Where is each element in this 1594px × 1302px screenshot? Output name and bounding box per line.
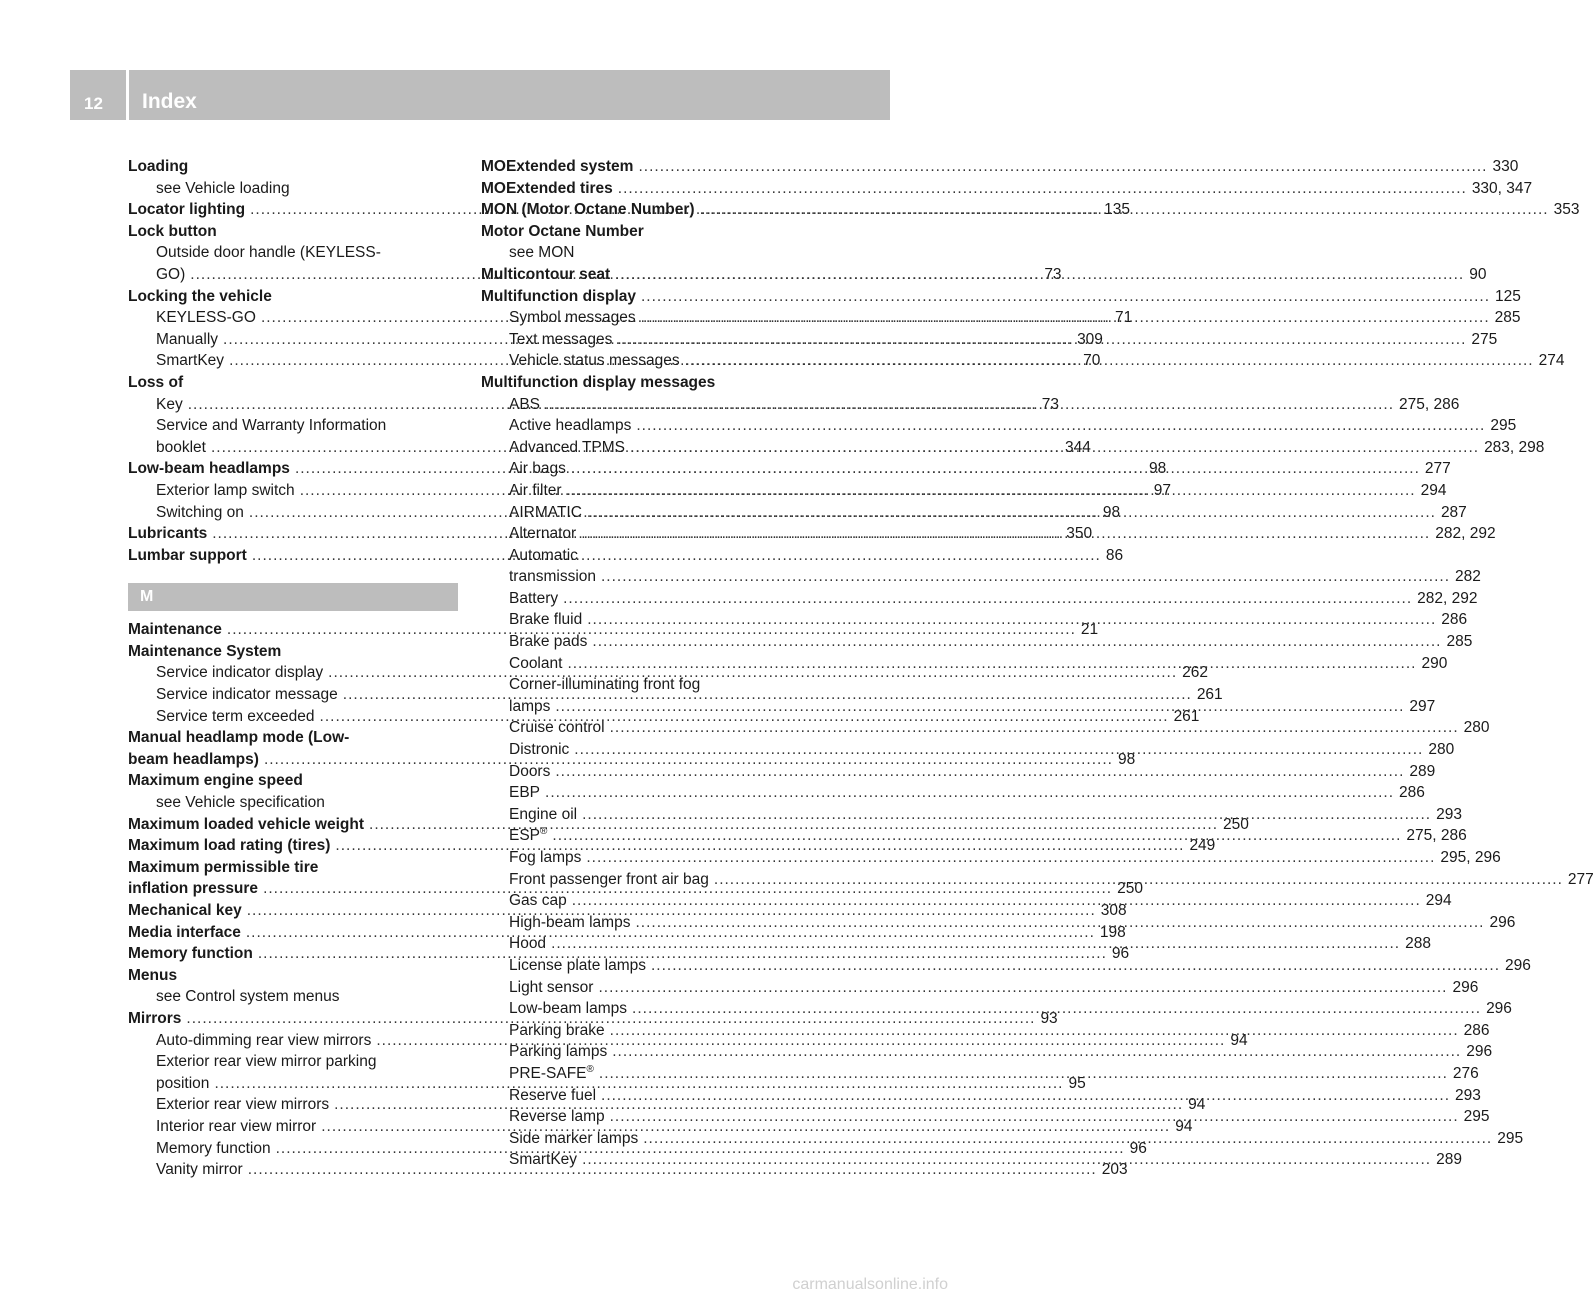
entry-term: see Control system menus [156, 988, 340, 1006]
dot-leader [555, 696, 1404, 718]
entry-term: Fog lamps [509, 849, 582, 866]
index-subentry [481, 631, 1473, 653]
entry-term: Engine oil [509, 805, 578, 823]
page-ref: 282, 292 [1417, 589, 1478, 607]
entry-term: Side marker lamps [509, 1129, 639, 1147]
page-ref: 250 [1223, 815, 1249, 833]
entry-term: KEYLESS-GO [156, 309, 256, 327]
entry-term: Advanced TPMS [509, 438, 626, 456]
entry-term: MON (Motor Octane Number) [481, 201, 695, 219]
page-ref: 274 [1538, 352, 1565, 370]
entry-term: Multifunction display messages [481, 373, 716, 391]
page-ref: 296 [1486, 1000, 1512, 1018]
page-ref: 97 [1153, 481, 1171, 499]
entry-term: Auto-dimming rear view mirrors [156, 1031, 372, 1049]
entry-term: Maintenance [128, 621, 222, 639]
entry-term: beam headlamps) [128, 750, 259, 768]
dot-leader [651, 955, 1500, 977]
entry-term: Text messages [509, 330, 613, 348]
index-subentry [481, 717, 1490, 739]
page-ref: 96 [1111, 945, 1130, 963]
entry-term: Brake fluid [509, 611, 583, 629]
page-ref: 293 [1436, 805, 1462, 823]
page-ref: 275, 286 [1406, 827, 1467, 845]
entry-term: see Vehicle specification [156, 794, 325, 812]
dot-leader [572, 890, 1421, 912]
entry-term: inflation pressure [128, 880, 259, 898]
dot-leader [587, 609, 1436, 631]
dot-leader [545, 782, 1394, 804]
entry-term: EBP [509, 784, 541, 802]
page-ref: 203 [1101, 1161, 1128, 1179]
dot-leader [592, 631, 1441, 653]
entry-term: Vehicle status messages [509, 352, 680, 370]
page-ref: 286 [1463, 1021, 1490, 1039]
index-subentry [481, 545, 811, 567]
page-ref: 294 [1425, 892, 1452, 910]
index-subentry [481, 242, 811, 264]
dot-leader [617, 329, 1466, 351]
index-subentry [481, 674, 811, 696]
registered-mark: ® [586, 1063, 594, 1075]
index-subentry [481, 415, 1517, 437]
entry-term: Distronic [509, 741, 570, 759]
entry-term: Low-beam headlamps [128, 460, 290, 478]
index-entry [481, 156, 1519, 178]
entry-term: Loading [128, 158, 189, 175]
page-ref: 353 [1553, 201, 1580, 219]
entry-term: Reverse lamp [509, 1108, 605, 1126]
dot-leader [641, 286, 1490, 308]
page-ref: 290 [1421, 654, 1448, 672]
entry-term: GO) [156, 265, 186, 283]
dot-leader [641, 307, 1490, 329]
index-subentry [481, 588, 1478, 610]
index-subentry [481, 847, 1501, 869]
entry-term: Maximum permissible tire [128, 858, 319, 876]
entry-term: Maximum load rating (tires) [128, 837, 331, 855]
entry-term: Gas cap [509, 892, 567, 910]
dot-leader [552, 825, 1401, 847]
page-ref: 287 [1440, 503, 1467, 521]
index-entry [128, 221, 458, 243]
entry-term: Exterior rear view mirrors [156, 1096, 330, 1114]
dot-leader [601, 566, 1450, 588]
entry-term: Front passenger front air bag [509, 870, 709, 888]
index-entry [481, 372, 811, 394]
dot-leader [574, 739, 1423, 761]
index-entry [128, 727, 458, 749]
entry-term: Service and Warranty Information [156, 417, 387, 435]
index-subentry [128, 242, 458, 264]
page-header [70, 70, 890, 120]
entry-term: PRE-SAFE® [509, 1063, 594, 1082]
entry-term: Loss of [128, 373, 184, 391]
dot-leader [630, 437, 1479, 459]
entry-term: Alternator [509, 525, 577, 543]
entry-term: Service indicator display [156, 664, 324, 682]
page-ref: 261 [1196, 686, 1223, 704]
index-entry [481, 178, 1533, 200]
page-ref: 282, 292 [1435, 525, 1496, 543]
entry-term: Maximum engine speed [128, 772, 303, 790]
page-ref: 73 [1044, 265, 1062, 283]
page-ref: 296 [1452, 978, 1479, 996]
page-ref: 94 [1230, 1031, 1248, 1049]
page-ref: 98 [1148, 460, 1167, 478]
page-ref: 96 [1129, 1139, 1147, 1157]
entry-term: MOExtended tires [481, 179, 613, 197]
page-ref: 250 [1117, 880, 1143, 898]
entry-term: Exterior lamp switch [156, 481, 295, 499]
page-ref: 94 [1175, 1117, 1193, 1135]
index-subentry [481, 761, 1436, 783]
page-ref: 73 [1041, 395, 1059, 413]
page-ref: 93 [1040, 1009, 1058, 1027]
entry-term: Brake pads [509, 633, 588, 651]
index-entry [128, 641, 458, 663]
index-entry [481, 286, 1521, 308]
entry-term: transmission [509, 568, 596, 586]
entry-term: SmartKey [156, 352, 225, 370]
page-ref: 295, 296 [1440, 849, 1501, 866]
dot-leader [581, 523, 1430, 545]
page-ref: 249 [1189, 837, 1216, 855]
entry-term: see Vehicle loading [156, 179, 290, 197]
entry-term: Manually [156, 330, 219, 348]
entry-term: Parking brake [509, 1021, 605, 1039]
dot-leader [582, 804, 1431, 826]
page-ref: 125 [1495, 287, 1521, 305]
entry-term: Light sensor [509, 978, 594, 996]
entry-term: Mirrors [128, 1009, 182, 1027]
entry-term: lamps [509, 697, 551, 715]
entry-term: Coolant [509, 654, 563, 672]
page-ref: 275 [1471, 330, 1498, 348]
page-ref: 295 [1490, 417, 1517, 435]
page-ref: 296 [1466, 1043, 1493, 1061]
dot-leader [615, 264, 1464, 286]
page-ref: 330 [1492, 158, 1519, 175]
index-subentry [481, 1041, 1493, 1063]
entry-term: Memory function [156, 1139, 271, 1157]
entry-term: Outside door handle (KEYLESS- [156, 244, 381, 262]
section-header-m: M [128, 583, 458, 611]
page-ref: 344 [1065, 438, 1091, 456]
page-ref: 296 [1505, 956, 1531, 974]
entry-term: Manual headlamp mode (Low- [128, 729, 350, 747]
index-entry [128, 770, 458, 792]
dot-leader [714, 869, 1563, 891]
dot-leader [571, 458, 1420, 480]
dot-leader [587, 502, 1436, 524]
page-ref: 70 [1083, 352, 1101, 370]
entry-term: see MON [509, 244, 575, 262]
index-entry [128, 857, 458, 879]
entry-term: Lubricants [128, 525, 208, 543]
page-ref: 293 [1455, 1086, 1481, 1104]
entry-term: Interior rear view mirror [156, 1117, 317, 1135]
page-ref: 95 [1068, 1074, 1086, 1092]
entry-term: Menus [128, 966, 178, 984]
entry-term: Exterior rear view mirror parking [156, 1053, 377, 1071]
page-ref: 276 [1452, 1064, 1479, 1082]
dot-leader [598, 977, 1447, 999]
entry-term: Memory function [128, 945, 253, 963]
entry-term: Active headlamps [509, 417, 632, 435]
page-ref: 350 [1066, 525, 1093, 543]
entry-term: Maximum loaded vehicle weight [128, 815, 365, 833]
dot-leader [636, 415, 1485, 437]
index-subentry [128, 792, 458, 814]
entry-term: AIRMATIC [509, 503, 582, 521]
entry-term: Key [156, 395, 183, 413]
entry-term: Multicontour seat [481, 265, 611, 283]
registered-mark: ® [540, 826, 548, 838]
page-ref: 296 [1489, 913, 1516, 931]
entry-term: Lumbar support [128, 546, 247, 564]
page-ref: 262 [1182, 664, 1209, 682]
page-ref: 277 [1424, 460, 1451, 478]
page-ref: 285 [1446, 633, 1473, 651]
entry-term: Parking lamps [509, 1043, 608, 1061]
index-entry [481, 221, 811, 243]
dot-leader [635, 912, 1484, 934]
entry-term: Corner-illuminating front fog [509, 676, 701, 694]
entry-term: Lock button [128, 222, 217, 240]
page-ref: 135 [1104, 201, 1131, 219]
dot-leader [610, 1106, 1459, 1128]
index-subentry [128, 415, 458, 437]
entry-term: Automatic [509, 546, 578, 564]
entry-term: ESP® [509, 826, 548, 845]
entry-term: Service term exceeded [156, 707, 315, 725]
entry-term: Switching on [156, 503, 244, 521]
page-ref: 295 [1497, 1129, 1524, 1147]
dot-leader [545, 394, 1394, 416]
entry-term: SmartKey [509, 1151, 578, 1169]
dot-leader [599, 1063, 1448, 1085]
entry-term: High-beam lamps [509, 913, 631, 931]
index-entry [128, 965, 458, 987]
entry-term: Low-beam lamps [509, 1000, 628, 1018]
index-entry [128, 372, 458, 394]
header-divider [126, 70, 129, 120]
entry-term: Locking the vehicle [128, 287, 272, 305]
page-ref: 261 [1173, 707, 1200, 725]
entry-term: License plate lamps [509, 956, 646, 974]
page-ref: 286 [1399, 784, 1425, 802]
dot-leader [582, 1149, 1431, 1171]
page-ref: 280 [1428, 741, 1455, 759]
index-entry [128, 156, 458, 178]
page-ref: 285 [1494, 309, 1521, 327]
dot-leader [618, 178, 1467, 200]
index-entry [128, 286, 458, 308]
page-ref: 277 [1567, 870, 1594, 888]
page-ref: 283, 298 [1484, 438, 1545, 456]
page-ref: 286 [1441, 611, 1468, 629]
index-subentry [128, 986, 458, 1008]
page-ref: 21 [1080, 621, 1099, 639]
page-title: Index [142, 90, 197, 113]
page-ref: 289 [1409, 762, 1436, 780]
page-ref: 309 [1077, 330, 1103, 348]
dot-leader [567, 480, 1416, 502]
entry-term: Symbol messages [509, 309, 636, 327]
dot-leader [610, 1020, 1459, 1042]
page-ref: 288 [1405, 935, 1431, 953]
entry-term: position [156, 1074, 210, 1092]
page-ref: 86 [1105, 546, 1124, 564]
dot-leader [612, 1041, 1461, 1063]
dot-leader [567, 653, 1416, 675]
page-ref: 71 [1114, 309, 1133, 327]
dot-leader [586, 847, 1435, 869]
dot-leader [700, 199, 1549, 221]
page-ref: 289 [1436, 1151, 1462, 1169]
page-ref: 90 [1469, 265, 1487, 283]
entry-term: Vanity mirror [156, 1161, 243, 1179]
page-ref: 94 [1188, 1096, 1206, 1114]
entry-term: Air bags [509, 460, 566, 478]
index-subentry [481, 782, 1425, 804]
entry-term: Hood [509, 935, 547, 953]
entry-term: Mechanical key [128, 902, 242, 919]
dot-leader [685, 350, 1534, 372]
dot-leader [563, 588, 1412, 610]
page-ref: 330, 347 [1471, 179, 1533, 197]
dot-leader [610, 717, 1459, 739]
page-ref: 295 [1463, 1108, 1490, 1126]
dot-leader [638, 156, 1487, 178]
page-ref: 275, 286 [1399, 395, 1460, 413]
entry-term: Motor Octane Number [481, 222, 644, 240]
entry-term: Media interface [128, 923, 241, 941]
page-ref: 294 [1420, 481, 1447, 499]
entry-term: Doors [509, 762, 551, 780]
entry-term: ABS [509, 395, 541, 413]
index-subentry [481, 977, 1479, 999]
index-subentry [128, 1051, 458, 1073]
dot-leader [643, 1128, 1492, 1150]
entry-term: booklet [156, 438, 206, 456]
index-subentry [481, 566, 1481, 588]
page-ref: 297 [1409, 697, 1436, 715]
entry-term: Reserve fuel [509, 1086, 597, 1104]
entry-term: Air filter [509, 481, 562, 499]
page-ref: 198 [1099, 923, 1126, 941]
dot-leader [551, 933, 1400, 955]
entry-term: Battery [509, 589, 559, 607]
dot-leader [632, 998, 1481, 1020]
page-number: 12 [84, 94, 103, 113]
index-subentry [481, 955, 1531, 977]
entry-term: Locator lighting [128, 201, 246, 219]
dot-leader [601, 1085, 1450, 1107]
entry-term: Cruise control [509, 719, 605, 737]
entry-term: Service indicator message [156, 686, 338, 704]
dot-leader [555, 761, 1404, 783]
page-ref: 282 [1455, 568, 1481, 586]
entry-term: Multifunction display [481, 287, 636, 305]
page-ref: 280 [1463, 719, 1490, 737]
page-ref: 308 [1100, 902, 1127, 919]
entry-term: Maintenance System [128, 642, 282, 660]
entry-term: MOExtended system [481, 158, 634, 175]
watermark: carmanualsonline.info [792, 1276, 948, 1293]
page-ref: 98 [1102, 503, 1121, 521]
index-subentry [128, 178, 458, 200]
page-ref: 98 [1117, 750, 1136, 768]
